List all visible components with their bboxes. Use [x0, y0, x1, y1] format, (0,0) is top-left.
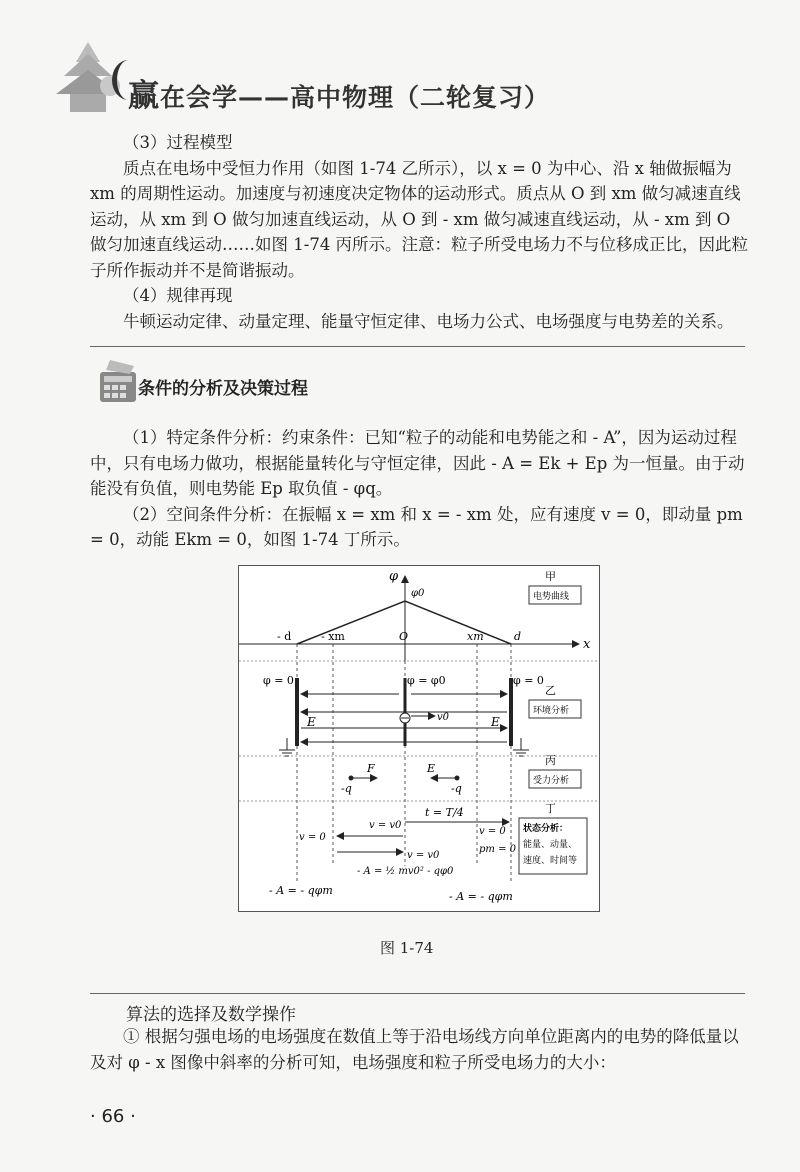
- fig-v-eq-v0-bottom: v = v0: [407, 850, 440, 861]
- fig-phi0: φ0: [411, 588, 425, 599]
- fig-v0-left: v = 0: [299, 832, 326, 843]
- fig-panel-jia: 甲: [545, 570, 556, 583]
- header-brand-char: 赢: [128, 78, 160, 114]
- section2-title: 算法的选择及数学操作: [126, 1005, 296, 1025]
- fig-phi-left: φ = 0: [263, 674, 294, 687]
- fig-panel-bing: 丙: [545, 754, 556, 767]
- fig-panel-yi-box: 环境分析: [533, 706, 570, 716]
- fig-pm0: pm = 0: [479, 844, 516, 855]
- header-brand-rest: 在会学——高中物理（二轮复习）: [160, 83, 551, 112]
- fig-t-quarter: t = T/4: [425, 806, 464, 819]
- fig-panel-ding-l2: 速度、时间等: [523, 856, 578, 866]
- fig-neg-d: - d: [277, 630, 292, 643]
- fig-energy-mid: - A = ½ mv0² - qφ0: [357, 866, 454, 877]
- fig-xm: xm: [467, 630, 484, 643]
- section2-p1: ① 根据匀强电场的电场强度在数值上等于沿电场线方向单位距离内的电势的降低量以及对 φ - x 图像中斜率的分析可知，电场强度和粒子所受电场力的大小：: [90, 1027, 739, 1072]
- fig-x-axis: x: [583, 637, 591, 652]
- section1-p1: （1）特定条件分析：约束条件：已知“粒子的动能和电势能之和 - A”，因为运动过程中，只有电场力做功，根据能量转化与守恒定律，因此 - A = Ek + Ep 为一恒量。由于动能没有负值，则电势能 Ep 取负值 - φq。: [90, 428, 745, 498]
- fig-phi-right: φ = 0: [513, 674, 544, 687]
- s4-heading: （4）规律再现: [123, 286, 233, 305]
- fig-panel-bing-box: 受力分析: [533, 776, 570, 786]
- s3-body: 质点在电场中受恒力作用（如图 1-74 乙所示），以 x = 0 为中心、沿 x 轴做振幅为 xm 的周期性运动。加速度与初速度决定物体的运动形式。质点从 O 到 xm 做匀减速直线运动，从 xm 到 O 做匀加速直线运动，从 O 到 - xm 做匀减速直线运动，从 - xm 到 O 做匀加速直线运动……如图 1-74 丙所示。注意：粒子所受电场力不与位移成正比，因此粒子所作振动并不是简谐振动。: [90, 158, 749, 280]
- divider-2: [90, 993, 745, 994]
- fig-v-eq-v0-top: v = v0: [369, 820, 402, 831]
- fig-neg-q-left: -q: [341, 782, 352, 795]
- page-number: · 66 ·: [90, 1106, 136, 1127]
- figure-1-74: [238, 565, 600, 912]
- figure-caption: 图 1-74: [380, 939, 434, 957]
- fig-d: d: [514, 630, 522, 643]
- fig-E-left: E: [307, 715, 316, 729]
- fig-neg-q-right: -q: [451, 782, 462, 795]
- fig-panel-ding: 丁: [545, 802, 556, 815]
- fig-E-right: E: [491, 715, 500, 729]
- section-2-body: [90, 1024, 750, 1075]
- fig-panel-jia-box: 电势曲线: [533, 592, 570, 602]
- section1-title: 条件的分析及决策过程: [138, 379, 308, 399]
- fig-energy-left: - A = - qφm: [269, 884, 333, 897]
- fig-neg-xm: - xm: [321, 630, 345, 643]
- section-3: [90, 130, 750, 334]
- fig-panel-yi: 乙: [545, 684, 556, 697]
- section-1-body: [90, 425, 750, 553]
- fig-v0-right: v = 0: [479, 826, 506, 837]
- fig-phi-axis: φ: [389, 569, 399, 584]
- fig-F: F: [367, 762, 375, 775]
- divider-1: [90, 346, 745, 347]
- fig-origin: O: [399, 630, 409, 643]
- section1-p2: （2）空间条件分析：在振幅 x = xm 和 x = - xm 处，应有速度 v = 0，即动量 pm = 0，动能 Ekm = 0，如图 1-74 丁所示。: [90, 504, 743, 549]
- header-title: [128, 70, 550, 115]
- calculator-icon: [96, 358, 140, 408]
- fig-v0: v0: [437, 712, 450, 723]
- fig-panel-ding-l1: 能量、动量、: [523, 840, 578, 850]
- fig-panel-ding-title: 状态分析：: [523, 824, 569, 834]
- fig-E-mid: E: [427, 762, 436, 775]
- s3-heading: （3）过程模型: [123, 133, 233, 152]
- fig-energy-right: - A = - qφm: [449, 890, 513, 903]
- fig-phi-mid: φ = φ0: [407, 674, 446, 687]
- s4-body: 牛顿运动定律、动量定理、能量守恒定律、电场力公式、电场强度与电势差的关系。: [123, 311, 734, 331]
